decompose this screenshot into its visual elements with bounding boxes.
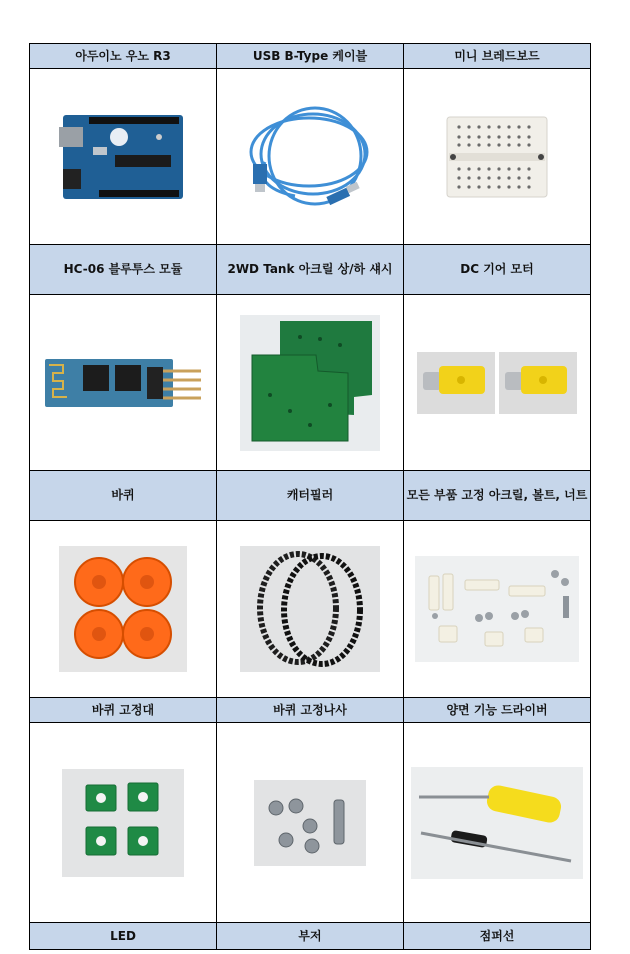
photo-cell	[30, 69, 217, 245]
photo-cell	[217, 723, 404, 923]
part-label-breadboard: 미니 브레드보드	[404, 44, 591, 69]
part-label-chassis: 2WD Tank 아크릴 상/하 섀시	[217, 245, 404, 295]
usb-cable-photo	[235, 92, 385, 222]
part-label-arduino: 아두이노 우노 R3	[30, 44, 217, 69]
caterpillar-photo	[240, 546, 380, 672]
part-label-buzzer: 부저	[217, 923, 404, 950]
screwdriver-photo	[411, 767, 583, 879]
wheel-mount-photo	[62, 769, 184, 877]
photo-cell	[217, 69, 404, 245]
part-label-wheel: 바퀴	[30, 471, 217, 521]
wheels-photo	[59, 546, 187, 672]
part-label-usb-cable: USB B-Type 케이블	[217, 44, 404, 69]
image-row	[30, 723, 591, 923]
header-row	[30, 923, 591, 950]
photo-cell	[404, 69, 591, 245]
part-label-led: LED	[30, 923, 217, 950]
image-row	[30, 295, 591, 471]
photo-cell	[404, 295, 591, 471]
part-label-caterpillar: 캐터필러	[217, 471, 404, 521]
photo-cell	[30, 521, 217, 698]
hardware-photo	[415, 556, 579, 662]
parts-table	[29, 43, 591, 950]
chassis-photo	[240, 315, 380, 451]
header-row	[30, 698, 591, 723]
photo-cell	[404, 521, 591, 698]
part-label-wheel-mount: 바퀴 고정대	[30, 698, 217, 723]
photo-cell	[30, 723, 217, 923]
image-row	[30, 69, 591, 245]
part-label-dc-motor: DC 기어 모터	[404, 245, 591, 295]
breadboard-photo	[445, 115, 549, 199]
part-label-wheel-screw: 바퀴 고정나사	[217, 698, 404, 723]
photo-cell	[217, 295, 404, 471]
arduino-uno-photo	[59, 107, 187, 207]
photo-cell	[217, 521, 404, 698]
header-row	[30, 471, 591, 521]
image-row	[30, 521, 591, 698]
bluetooth-module-photo	[43, 351, 203, 415]
part-label-hardware: 모든 부품 고정 아크릴, 볼트, 너트	[404, 471, 591, 521]
header-row	[30, 245, 591, 295]
part-label-screwdriver: 양면 기능 드라이버	[404, 698, 591, 723]
photo-cell	[30, 295, 217, 471]
header-row	[30, 44, 591, 69]
part-label-jumper-wire: 점퍼선	[404, 923, 591, 950]
dc-motor-photo	[417, 352, 577, 414]
photo-cell	[404, 723, 591, 923]
part-label-bluetooth: HC-06 블루투스 모듈	[30, 245, 217, 295]
wheel-screw-photo	[254, 780, 366, 866]
